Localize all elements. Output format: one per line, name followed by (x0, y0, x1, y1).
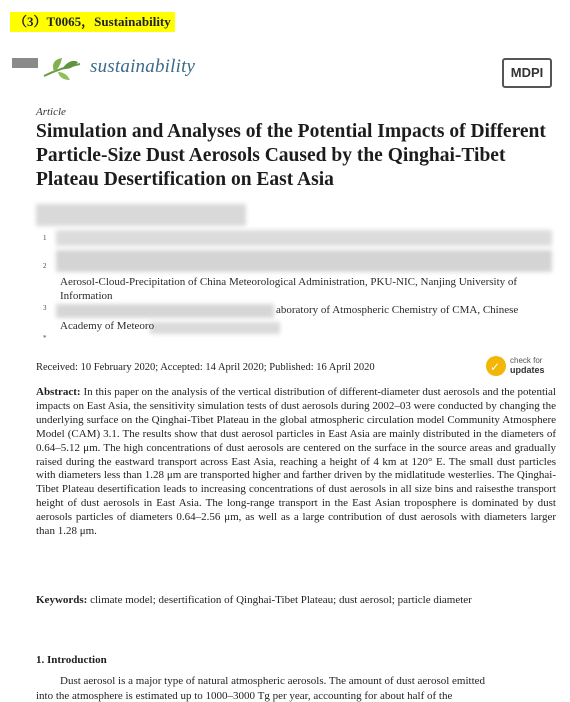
affiliation-number: 3 (43, 304, 47, 312)
blurred-affiliation-3 (56, 304, 274, 318)
redaction-bar (12, 58, 38, 68)
blurred-affiliation-1 (56, 230, 552, 246)
affiliation-text: aboratory of Atmospheric Chemistry of CMA, Chinese (276, 304, 519, 316)
blurred-affiliation-2 (56, 250, 552, 272)
updates-check-icon: ✓ (486, 356, 506, 376)
article-type: Article (36, 106, 66, 118)
keywords-heading: Keywords: (36, 594, 88, 606)
article-title: Simulation and Analyses of the Potential Impacts of Different Particle-Size Dust Aerosols Caused by the Qinghai-Tibet Plateau Desertification on East Asia (36, 121, 546, 190)
intro-text-line: into the atmosphere is estimated up to 1000–3000 Tg per year, accounting for about half of the (36, 690, 453, 702)
affiliation-text: Information (60, 290, 113, 302)
journal-header (12, 54, 558, 94)
mdpi-logo: MDPI (502, 58, 552, 88)
publication-dates: Received: 10 February 2020; Accepted: 14 April 2020; Published: 16 April 2020 (36, 362, 375, 373)
keywords-body: climate model; desertification of Qinghai-Tibet Plateau; dust aerosol; particle diameter (90, 594, 472, 606)
journal-name: sustainability (90, 56, 196, 77)
section-heading: 1. Introduction (36, 654, 107, 666)
intro-text-line: Dust aerosol is a major type of natural atmospheric aerosols. The amount of dust aerosol emitted (60, 675, 486, 687)
blurred-affiliation-4 (150, 322, 280, 334)
keywords (36, 594, 556, 606)
updates-label-top: check for (510, 356, 543, 365)
affiliation-number: 2 (43, 262, 47, 270)
updates-label-bottom: updates (510, 365, 545, 375)
leaf-logo-icon (40, 54, 84, 84)
abstract-heading: Abstract: (36, 386, 81, 398)
blurred-authors (36, 204, 246, 226)
affiliation-number: 1 (43, 234, 47, 242)
abstract (36, 386, 556, 539)
affiliation-number: * (43, 334, 47, 342)
affiliation-text: Aerosol-Cloud-Precipitation of China Meteorological Administration, PKU-NIC, Nanjing University of (60, 276, 518, 288)
abstract-body: In this paper on the analysis of the vertical distribution of different-diameter dust aerosols and the potential impacts on East Asia, the sensitivity simulation tests of dust aerosols during 2002–03 were conducted by changing the underlying surface on the Qinghai-Tibet Plateau in the global atmospheric circulation model Community Atmosphere Model (CAM) 3.1. The results show that dust aerosol particles in East Asia are mainly distributed in the diameters of 0.64–5.12 μm. The high concentrations of dust aerosols are centered on the surface in the source areas and gradually raised during the eastward transport across East Asia, reaching a height of 4 km at 120° E. The small dust particles with diameters less than 1.28 μm are transported higher and farther driven by the midlatitude westerlies. The Qinghai-Tibet Plateau desertification leads to increasing concentrations of dust aerosols in all size bins and raisesthe transport height of dust aerosols in East Asia. The long-range transport in the East Asian troposphere is dominated by dust aerosols particles of diameters 0.64–2.56 μm, as well as a large contribution of dust aerosols with diameters larger than 1.28 μm. (36, 386, 556, 538)
highlighted-label: （3）T0065，Sustainability (10, 12, 175, 32)
affiliation-text: Academy of Meteoro (60, 320, 155, 332)
check-for-updates-badge[interactable] (486, 352, 550, 380)
